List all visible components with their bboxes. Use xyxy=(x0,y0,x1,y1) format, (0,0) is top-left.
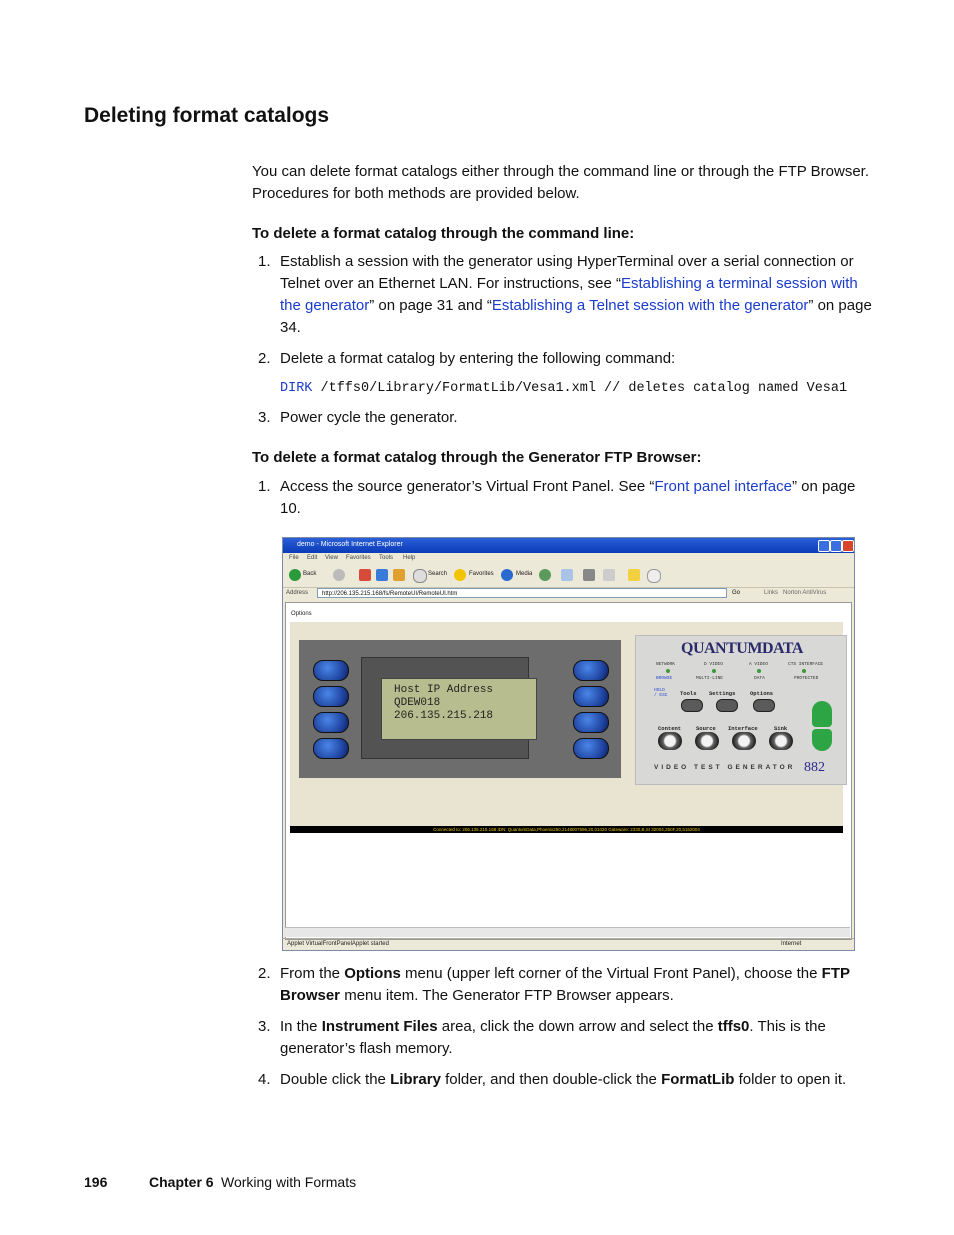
list-item xyxy=(252,251,872,339)
options-button[interactable] xyxy=(753,699,775,712)
list-number: 2. xyxy=(258,350,271,367)
browser-toolbar xyxy=(283,565,854,588)
list-text: Establish a session with the generator using HyperTerminal over a serial connection or Telnet over an Ethernet LAN. For instructions, see “Establishing a terminal session with the generator” on page 31 and “Establishing a Telnet session with the generator” on page 34. xyxy=(280,253,872,336)
back-label[interactable]: Back xyxy=(303,571,317,577)
back-icon[interactable] xyxy=(289,569,301,581)
list-text: Delete a format catalog by entering the following command: xyxy=(280,350,676,367)
content-label: Content xyxy=(658,725,682,732)
list-item xyxy=(252,476,872,520)
content-button[interactable] xyxy=(658,732,682,750)
led-indicator xyxy=(802,669,806,673)
code-args: /tffs0/Library/FormatLib/Vesa1.xml // deletes catalog named Vesa1 xyxy=(312,381,848,396)
link-telnet-session[interactable]: Establishing a Telnet session with the generator xyxy=(491,297,809,314)
favorites-icon[interactable] xyxy=(454,569,466,581)
list-item xyxy=(252,348,872,370)
menu-favorites[interactable]: Favorites xyxy=(346,555,371,561)
arrow-up-icon[interactable] xyxy=(812,701,832,727)
options-label: Options xyxy=(750,690,774,697)
generator-control-panel xyxy=(635,635,847,785)
menu-file[interactable]: File xyxy=(289,555,299,561)
footer-chapter-title: Working with Formats xyxy=(221,1174,357,1190)
list-text: Double click the Library folder, and then double-click the FormatLib folder to open it. xyxy=(280,1071,847,1088)
minimize-icon[interactable] xyxy=(818,540,830,552)
address-input[interactable]: http://206.135.215.168/fs/RemoteUI/RemoteUI.htm xyxy=(317,588,727,598)
lcd-line: 206.135.215.218 xyxy=(394,710,494,722)
procedure-title-command-line: To delete a format catalog through the command line: xyxy=(252,225,635,242)
product-tagline: VIDEO TEST GENERATOR xyxy=(654,764,796,771)
horizontal-scrollbar[interactable] xyxy=(285,927,850,937)
list-item xyxy=(252,963,872,1007)
options-menu[interactable]: Options xyxy=(291,611,312,617)
led-label: PROTECTED xyxy=(794,676,819,681)
soft-key-right-3[interactable] xyxy=(573,712,609,733)
list-number: 1. xyxy=(258,478,271,495)
zone-label: Internet xyxy=(781,941,802,947)
list-number: 4. xyxy=(258,1071,271,1088)
tools-label: Tools xyxy=(680,690,697,697)
interface-button[interactable] xyxy=(732,732,756,750)
favorites-label[interactable]: Favorites xyxy=(469,571,494,577)
led-label: MULTI-LINE xyxy=(696,676,724,681)
led-indicator xyxy=(757,669,761,673)
folder-icon[interactable] xyxy=(628,569,640,581)
media-label[interactable]: Media xyxy=(516,571,533,577)
refresh-icon[interactable] xyxy=(376,569,388,581)
maximize-icon[interactable] xyxy=(830,540,842,552)
forward-icon[interactable] xyxy=(333,569,345,581)
link-terminal-session[interactable]: Establishing a terminal session with the generator xyxy=(280,275,858,314)
model-number: 882 xyxy=(804,760,825,775)
led-label: DATA xyxy=(754,676,765,681)
list-text: From the Options menu (upper left corner of the Virtual Front Panel), choose the FTP Browser menu item. The Generator FTP Browser appears. xyxy=(280,965,850,1004)
norton-label[interactable]: Norton AntiVirus xyxy=(783,590,827,596)
section-heading: Deleting format catalogs xyxy=(84,104,330,127)
menu-view[interactable]: View xyxy=(325,555,338,561)
link-front-panel-interface[interactable]: Front panel interface xyxy=(654,478,792,495)
list-item xyxy=(252,1069,872,1091)
list-item xyxy=(252,1016,872,1060)
status-text: Applet VirtualFrontPanelApplet started xyxy=(287,941,389,947)
led-indicator xyxy=(712,669,716,673)
edit-icon[interactable] xyxy=(603,569,615,581)
menu-help[interactable]: Help xyxy=(403,555,416,561)
source-button[interactable] xyxy=(695,732,719,750)
sink-button[interactable] xyxy=(769,732,793,750)
lcd-line: Host IP Address xyxy=(394,684,494,696)
search-label[interactable]: Search xyxy=(428,571,448,577)
hold-esc-label[interactable]: HOLD / ESC xyxy=(654,688,668,698)
sink-label: Sink xyxy=(774,725,788,732)
code-command xyxy=(280,381,847,396)
led-label: CTS INTERFACE xyxy=(788,662,824,667)
mail-icon[interactable] xyxy=(561,569,573,581)
list-item xyxy=(252,407,872,429)
menu-edit[interactable]: Edit xyxy=(307,555,318,561)
led-label: D VIDEO xyxy=(704,662,723,667)
led-label: A VIDEO xyxy=(749,662,768,667)
intro-paragraph: You can delete format catalogs either through the command line or through the FTP Browser. Procedures for both methods are provided below. xyxy=(252,163,870,202)
connection-status: Connected to: 206.135.215.168 IDN: QuantumData,Phoenix250,2148007596,20.01020 Gateware: 2330,B,SI 32004,250F,20,5152004 xyxy=(290,826,843,833)
links-label[interactable]: Links xyxy=(764,590,779,596)
soft-key-left-3[interactable] xyxy=(313,712,349,733)
home-icon[interactable] xyxy=(393,569,405,581)
close-icon[interactable] xyxy=(842,540,854,552)
browser-statusbar xyxy=(283,938,854,951)
menu-tools[interactable]: Tools xyxy=(379,555,394,561)
media-icon[interactable] xyxy=(501,569,513,581)
code-keyword[interactable]: DIRK xyxy=(280,381,313,396)
address-label: Address xyxy=(286,590,309,596)
history-icon[interactable] xyxy=(539,569,551,581)
tools-button[interactable] xyxy=(681,699,703,712)
browser-menubar xyxy=(283,553,854,565)
list-number: 3. xyxy=(258,409,271,426)
quantumdata-logo: QUANTUMDATA xyxy=(681,640,803,657)
go-button[interactable]: Go xyxy=(732,590,741,596)
source-label: Source xyxy=(696,725,716,732)
lcd-line: QDEW018 xyxy=(394,697,441,709)
settings-label: Settings xyxy=(709,690,736,697)
lcd-screen xyxy=(381,678,537,740)
settings-button[interactable] xyxy=(716,699,738,712)
list-text: Power cycle the generator. xyxy=(280,409,458,426)
soft-key-left-1[interactable] xyxy=(313,660,349,681)
list-text: Access the source generator’s Virtual Front Panel. See “Front panel interface” on page 10. xyxy=(280,478,856,517)
window-title: demo - Microsoft Internet Explorer xyxy=(297,541,403,548)
soft-key-left-2[interactable] xyxy=(313,686,349,707)
search-icon[interactable] xyxy=(413,569,427,583)
list-text: In the Instrument Files area, click the down arrow and select the tffs0. This is the generator’s flash memory. xyxy=(280,1018,826,1057)
footer-chapter: Chapter 6 xyxy=(149,1174,214,1190)
virtual-front-panel-screenshot xyxy=(282,537,855,951)
led-label: NETWORK xyxy=(656,662,675,667)
stop-icon[interactable] xyxy=(359,569,371,581)
soft-key-right-4[interactable] xyxy=(573,738,609,759)
list-number: 3. xyxy=(258,1018,271,1035)
print-icon[interactable] xyxy=(583,569,595,581)
list-number: 1. xyxy=(258,253,271,270)
page-number: 196 xyxy=(84,1174,108,1190)
interface-label: Interface xyxy=(728,725,758,732)
led-label: BROWSE xyxy=(656,676,673,681)
address-bar xyxy=(283,587,854,600)
messenger-icon[interactable] xyxy=(647,569,661,583)
arrow-down-icon[interactable] xyxy=(812,729,832,751)
procedure-title-ftp-browser: To delete a format catalog through the Generator FTP Browser: xyxy=(252,449,702,466)
led-indicator xyxy=(666,669,670,673)
window-titlebar xyxy=(283,538,854,553)
soft-key-right-1[interactable] xyxy=(573,660,609,681)
soft-key-left-4[interactable] xyxy=(313,738,349,759)
soft-key-right-2[interactable] xyxy=(573,686,609,707)
list-number: 2. xyxy=(258,965,271,982)
